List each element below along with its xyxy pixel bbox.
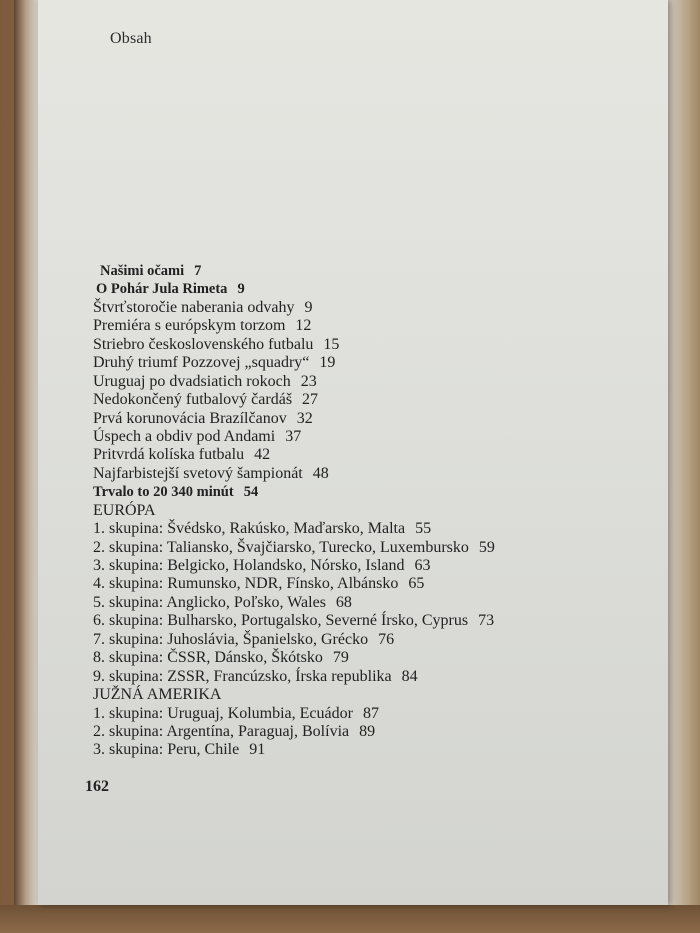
toc-entry-page: 48 bbox=[312, 464, 329, 482]
toc-entry-title: Najfarbistejší svetový šampionát bbox=[93, 464, 303, 482]
toc-entry bbox=[93, 483, 653, 501]
toc-entry bbox=[93, 262, 653, 280]
toc-entry-title: Uruguaj po dvadsiatich rokoch bbox=[93, 372, 291, 390]
toc-entry bbox=[93, 631, 653, 649]
toc-entry bbox=[93, 502, 653, 520]
page-title: Obsah bbox=[110, 30, 152, 47]
toc-entry bbox=[93, 612, 653, 630]
toc-entry-page: 37 bbox=[285, 427, 302, 445]
toc-entry bbox=[93, 446, 653, 464]
toc-entry-title: 2. skupina: Argentína, Paraguaj, Bolívia bbox=[93, 722, 350, 740]
toc-entry-page: 9 bbox=[304, 298, 313, 316]
toc-entry-page: 87 bbox=[362, 704, 379, 722]
toc-entry bbox=[93, 723, 653, 741]
toc-entry bbox=[93, 428, 653, 446]
toc-entry-page: 32 bbox=[296, 409, 313, 427]
toc-entry bbox=[93, 336, 653, 354]
toc-entry-page: 68 bbox=[335, 593, 352, 611]
toc-entry-title: 3. skupina: Peru, Chile bbox=[93, 741, 240, 759]
toc-entry bbox=[93, 557, 653, 575]
toc-entry bbox=[93, 741, 653, 759]
toc-entry-title: 5. skupina: Anglicko, Poľsko, Wales bbox=[93, 593, 326, 611]
toc-entry-page: 59 bbox=[478, 538, 495, 556]
toc-entry bbox=[93, 317, 653, 335]
toc-entry-title: 1. skupina: Švédsko, Rakúsko, Maďarsko, Malta bbox=[93, 520, 406, 538]
toc-entry-page: 89 bbox=[359, 722, 376, 740]
toc-entry-title: Štvrťstoročie naberania odvahy bbox=[93, 298, 295, 316]
toc-entry-title: Pritvrdá kolíska futbalu bbox=[93, 446, 245, 464]
toc-entry bbox=[93, 410, 653, 428]
toc-entry bbox=[93, 686, 653, 704]
toc-entry bbox=[93, 594, 653, 612]
toc-entry bbox=[93, 354, 653, 372]
toc-entry-page: 91 bbox=[249, 741, 266, 759]
toc-entry-page: 19 bbox=[319, 354, 336, 372]
toc-entry-page: 73 bbox=[478, 612, 495, 630]
toc-entry-title: Premiéra s európskym torzom bbox=[93, 317, 286, 335]
toc-entry-page: 7 bbox=[194, 263, 202, 279]
table-of-contents bbox=[93, 262, 653, 760]
toc-entry-title: Prvá korunovácia Brazílčanov bbox=[93, 409, 287, 427]
toc-entry-title: 1. skupina: Uruguaj, Kolumbia, Ecuádor bbox=[93, 704, 353, 722]
toc-entry-title: 6. skupina: Bulharsko, Portugalsko, Severné Írsko, Cyprus bbox=[93, 612, 469, 630]
toc-entry-title: Našimi očami bbox=[100, 263, 185, 279]
toc-entry-page: 55 bbox=[415, 520, 432, 538]
toc-entry-page: 84 bbox=[401, 667, 418, 685]
toc-entry bbox=[93, 668, 653, 686]
toc-entry-title: 9. skupina: ZSSR, Francúzsko, Írska republika bbox=[93, 667, 392, 685]
toc-entry bbox=[93, 649, 653, 667]
toc-entry bbox=[93, 539, 653, 557]
toc-entry-page: 15 bbox=[323, 335, 340, 353]
toc-entry-page: 12 bbox=[295, 317, 312, 335]
toc-entry-title: 7. skupina: Juhoslávia, Španielsko, Grécko bbox=[93, 630, 369, 648]
toc-entry-title: O Pohár Jula Rimeta bbox=[96, 281, 228, 298]
toc-entry-page: 63 bbox=[414, 557, 431, 574]
toc-entry-title: Nedokončený futbalový čardáš bbox=[93, 391, 293, 409]
toc-entry bbox=[93, 373, 653, 391]
toc-entry bbox=[93, 520, 653, 538]
toc-entry-title: 4. skupina: Rumunsko, NDR, Fínsko, Albánsko bbox=[93, 575, 399, 593]
table-bottom bbox=[0, 905, 700, 933]
toc-entry-page: 76 bbox=[378, 630, 395, 648]
toc-entry bbox=[93, 465, 653, 483]
toc-entry-title: JUŽNÁ AMERIKA bbox=[93, 686, 222, 704]
toc-entry-title: 8. skupina: ČSSR, Dánsko, Škótsko bbox=[93, 649, 323, 667]
toc-entry-title: Trvalo to 20 340 minút bbox=[93, 484, 234, 501]
toc-entry-title: Striebro československého futbalu bbox=[93, 335, 314, 353]
toc-entry-title: 3. skupina: Belgicko, Holandsko, Nórsko, Island bbox=[93, 557, 405, 574]
toc-entry-page: 27 bbox=[302, 391, 319, 409]
toc-entry bbox=[93, 299, 653, 317]
next-page-edge bbox=[668, 0, 700, 933]
toc-entry-page: 79 bbox=[332, 649, 349, 667]
toc-entry bbox=[93, 280, 653, 298]
toc-entry-page: 42 bbox=[254, 446, 271, 464]
toc-entry-title: Druhý triumf Pozzovej „squadry“ bbox=[93, 354, 310, 372]
toc-entry-page: 65 bbox=[408, 575, 425, 593]
toc-entry-page: 9 bbox=[237, 281, 245, 298]
toc-entry bbox=[93, 705, 653, 723]
page-number: 162 bbox=[85, 778, 109, 795]
toc-entry-page: 54 bbox=[243, 484, 259, 501]
toc-entry-title: Úspech a obdiv pod Andami bbox=[93, 427, 276, 445]
toc-entry-title: EURÓPA bbox=[93, 501, 156, 519]
toc-entry bbox=[93, 391, 653, 409]
toc-entry bbox=[93, 575, 653, 593]
toc-entry-title: 2. skupina: Taliansko, Švajčiarsko, Turecko, Luxembursko bbox=[93, 538, 469, 556]
toc-entry-page: 23 bbox=[300, 372, 317, 390]
